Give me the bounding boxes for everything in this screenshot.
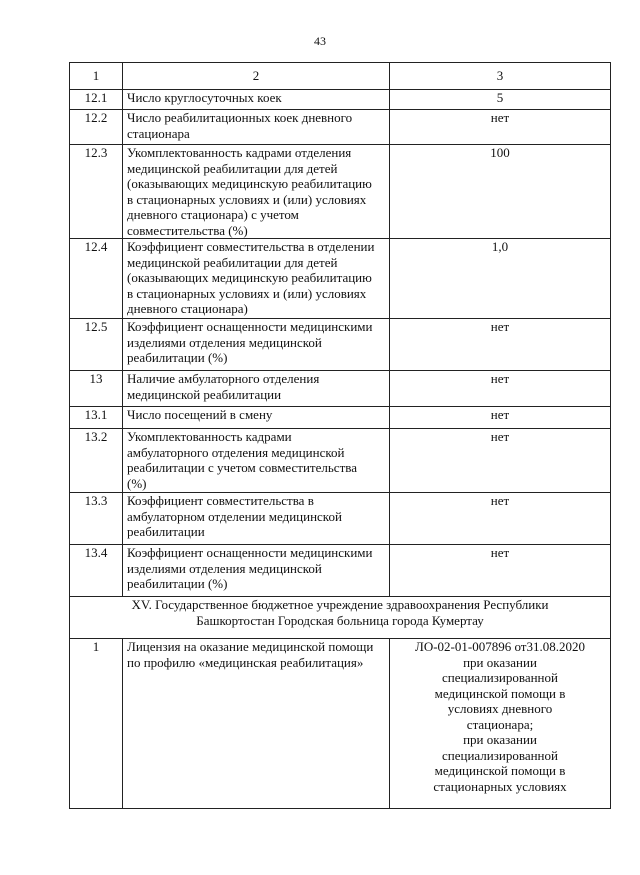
section-title: XV. Государственное бюджетное учреждение здравоохранения Республики Башкортостан Городская больница города Кумертау — [70, 597, 611, 639]
row-value: нет — [390, 110, 611, 145]
row-value: нет — [390, 493, 611, 545]
row-description: Укомплектованность кадрами амбулаторного отделения медицинской реабилитации с учетом совместительства (%) — [123, 429, 390, 493]
table-row — [70, 239, 611, 319]
row-number: 12.1 — [70, 90, 123, 110]
row-number: 12.3 — [70, 145, 123, 239]
section-row — [70, 597, 611, 639]
table-row — [70, 371, 611, 407]
row-value: нет — [390, 407, 611, 429]
row-description: Коэффициент совместительства в амбулаторном отделении медицинской реабилитации — [123, 493, 390, 545]
row-value: нет — [390, 319, 611, 371]
header-col-2: 2 — [123, 63, 390, 90]
row-number: 12.4 — [70, 239, 123, 319]
data-table — [69, 62, 611, 809]
row-description: Число круглосуточных коек — [123, 90, 390, 110]
table-row — [70, 639, 611, 809]
row-value: 100 — [390, 145, 611, 239]
row-number: 13 — [70, 371, 123, 407]
row-number: 12.5 — [70, 319, 123, 371]
row-number: 13.3 — [70, 493, 123, 545]
table-row — [70, 545, 611, 597]
row-description: Число посещений в смену — [123, 407, 390, 429]
row-description: Укомплектованность кадрами отделения медицинской реабилитации для детей (оказывающих медицинскую реабилитацию в стационарных условиях и (или) условиях дневного стационара) с учетом совместительства (%) — [123, 145, 390, 239]
row-value: 5 — [390, 90, 611, 110]
table-row — [70, 90, 611, 110]
row-description: Лицензия на оказание медицинской помощи по профилю «медицинская реабилитация» — [123, 639, 390, 809]
table-row — [70, 145, 611, 239]
row-value: нет — [390, 371, 611, 407]
row-number: 12.2 — [70, 110, 123, 145]
row-description: Наличие амбулаторного отделения медицинской реабилитации — [123, 371, 390, 407]
row-description: Коэффициент оснащенности медицинскими изделиями отделения медицинской реабилитации (%) — [123, 319, 390, 371]
page-number: 43 — [314, 34, 326, 48]
table-header-row — [70, 63, 611, 90]
row-number: 13.2 — [70, 429, 123, 493]
row-description: Коэффициент совместительства в отделении медицинской реабилитации для детей (оказывающих медицинскую реабилитацию в стационарных условиях и (или) условиях дневного стационара) — [123, 239, 390, 319]
row-value: ЛО-02-01-007896 от31.08.2020 при оказании специализированной медицинской помощи в условиях дневного стационара; при оказании специализированной медицинской помощи в стационарных условиях — [390, 639, 611, 809]
header-col-1: 1 — [70, 63, 123, 90]
header-col-3: 3 — [390, 63, 611, 90]
row-value: 1,0 — [390, 239, 611, 319]
table-row — [70, 429, 611, 493]
row-description: Коэффициент оснащенности медицинскими изделиями отделения медицинской реабилитации (%) — [123, 545, 390, 597]
row-number: 13.4 — [70, 545, 123, 597]
row-value: нет — [390, 545, 611, 597]
table-row — [70, 493, 611, 545]
row-value: нет — [390, 429, 611, 493]
table-row — [70, 319, 611, 371]
table-row — [70, 110, 611, 145]
row-number: 1 — [70, 639, 123, 809]
table-row — [70, 407, 611, 429]
row-number: 13.1 — [70, 407, 123, 429]
row-description: Число реабилитационных коек дневного стационара — [123, 110, 390, 145]
